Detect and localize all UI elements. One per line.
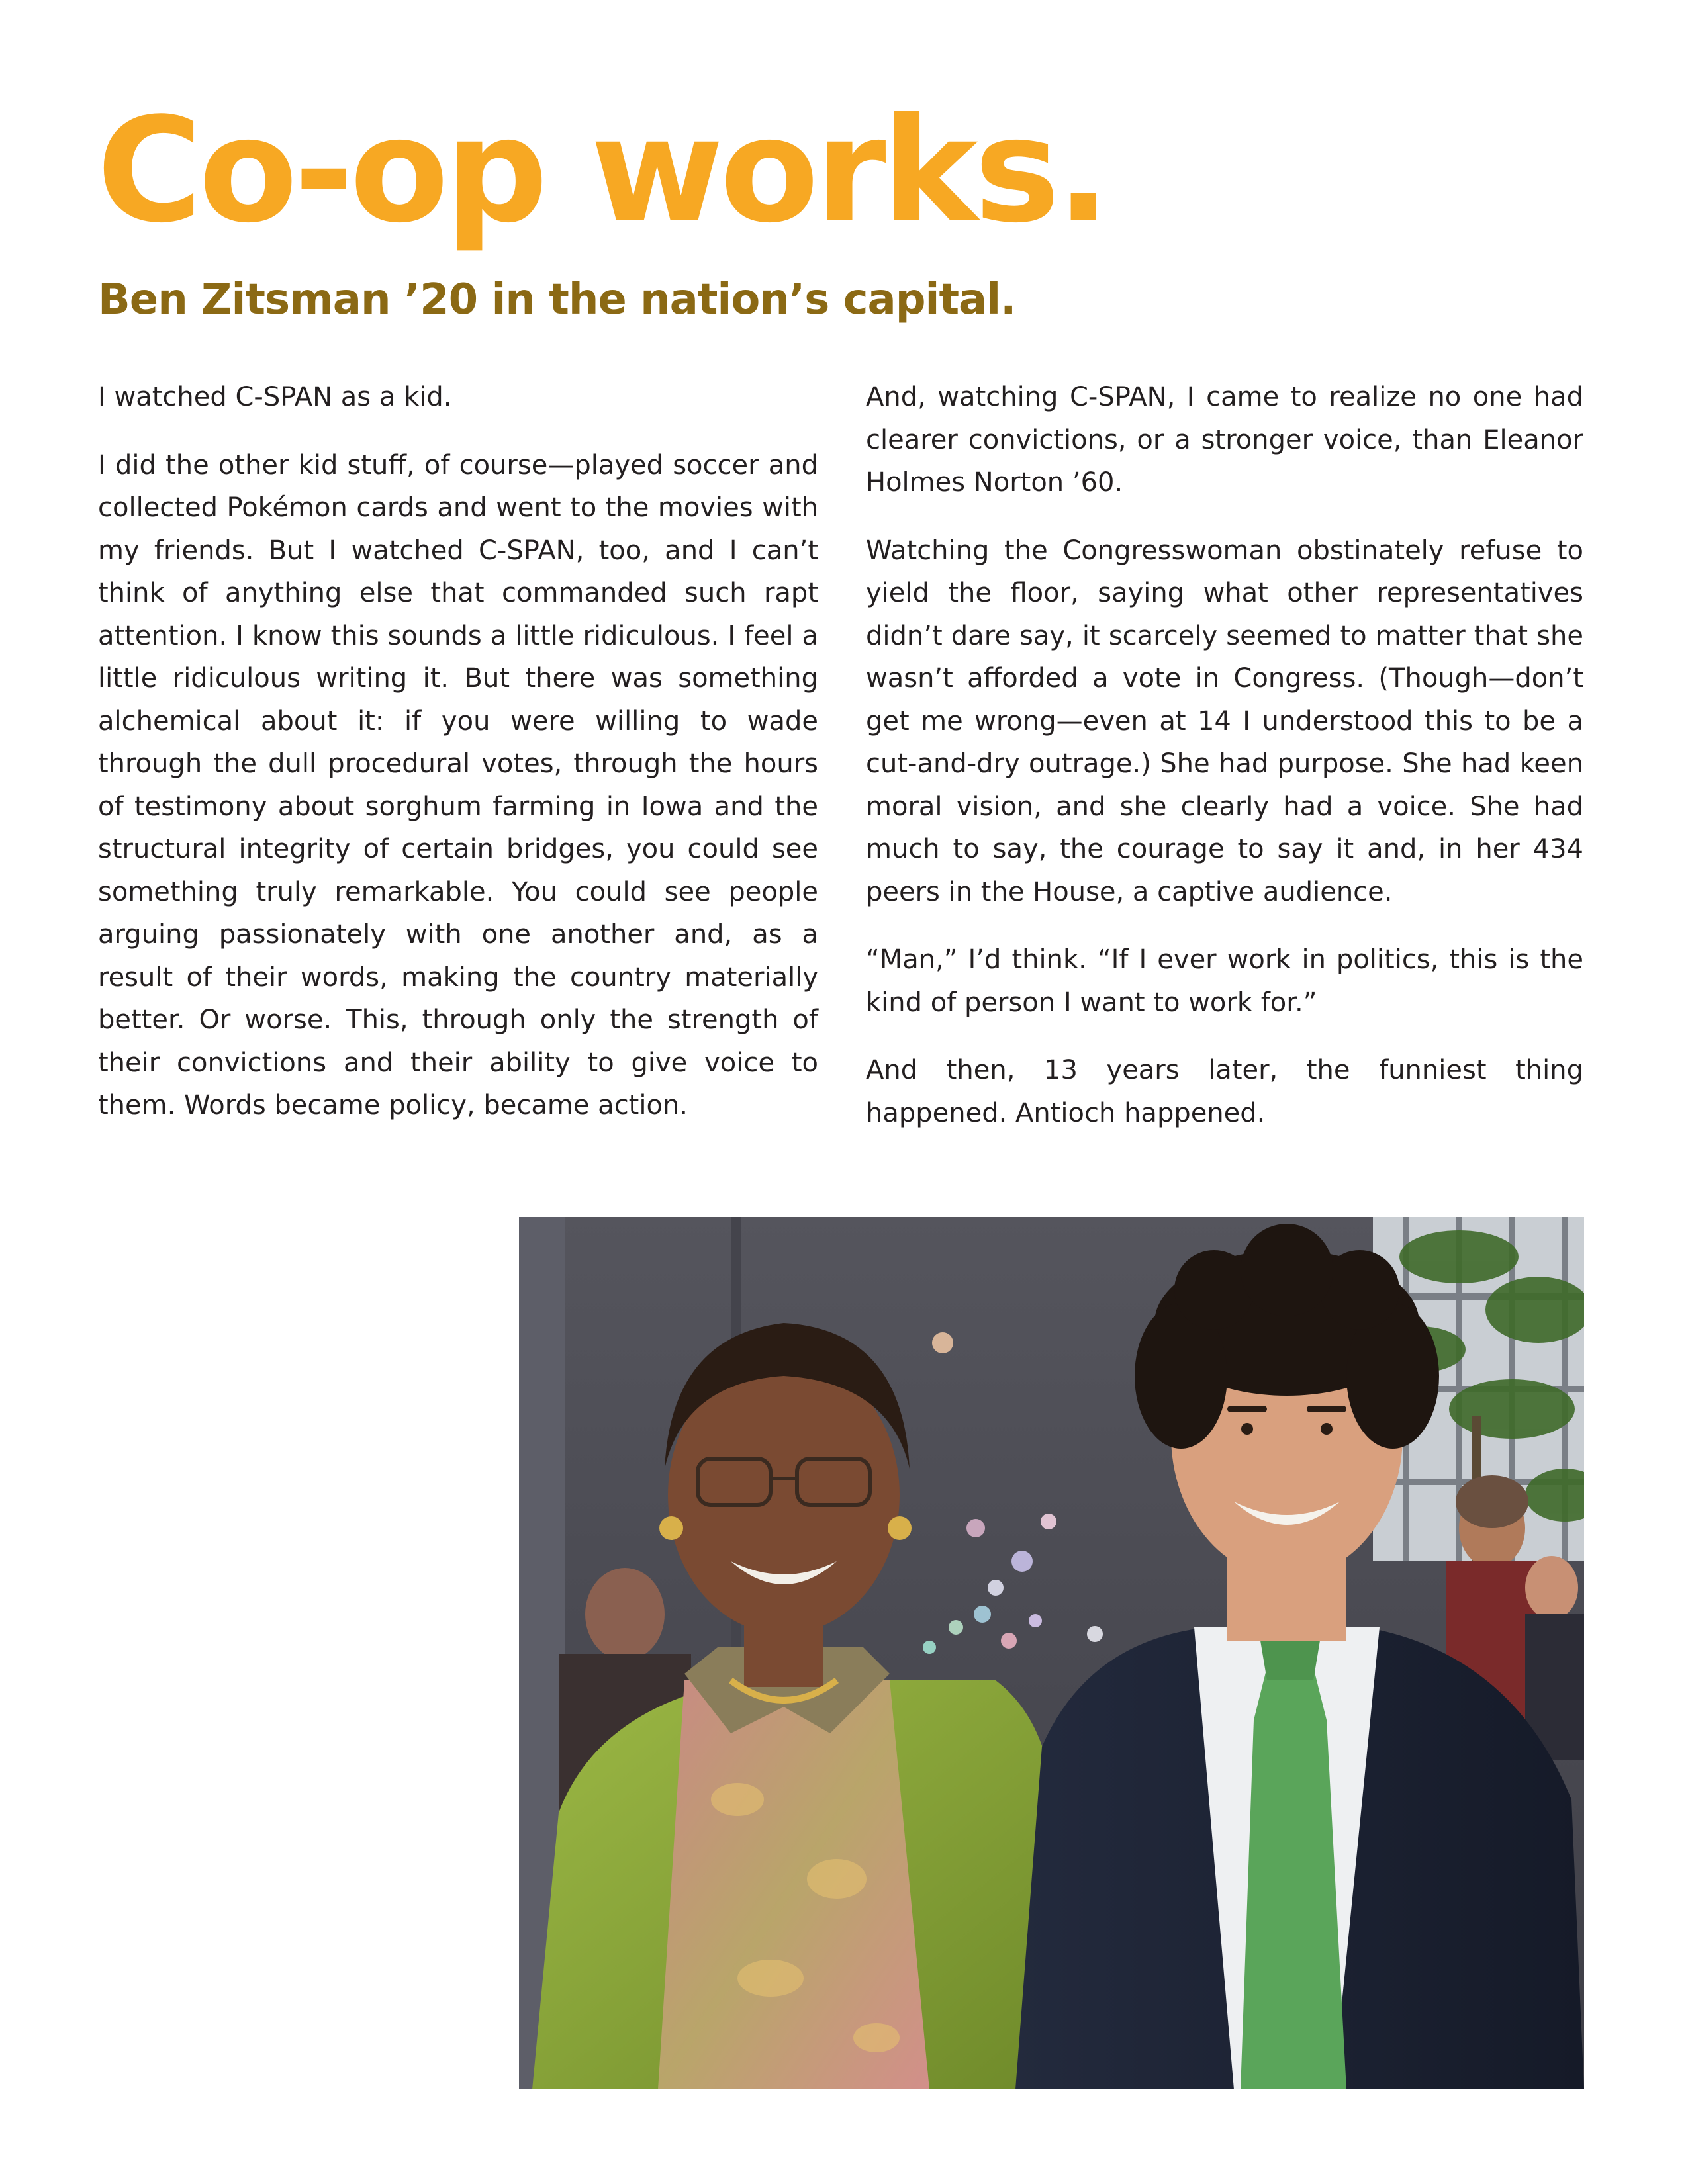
photo-illustration: [519, 1217, 1584, 2089]
article-subtitle: Ben Zitsman ’20 in the nation’s capital.: [98, 275, 1016, 324]
body-paragraph: And then, 13 years later, the funniest thing happened. Antioch happened.: [866, 1055, 1583, 1128]
article-left-column: [98, 376, 818, 1152]
article-title: Co-op works.: [97, 87, 1107, 255]
article-right-column: [866, 376, 1583, 1160]
body-paragraph: I watched C-SPAN as a kid.: [98, 382, 452, 412]
body-paragraph: And, watching C-SPAN, I came to realize no one had clearer convictions, or a stronger voice, than Eleanor Holmes Norton ’60.: [866, 382, 1583, 498]
body-paragraph: I did the other kid stuff, of course—played soccer and collected Pokémon cards and went to the movies with my friends. But I watched C-SPAN, too, and I can’t think of anything else that commanded such rapt attention. I know this sounds a little ridiculous. I feel a little ridiculous writing it. But there was something alchemical about it: if you were willing to wade through the dull procedural votes, through the hours of testimony about sorghum farming in Iowa and the structural integrity of certain bridges, you could see something truly remarkable. You could see people arguing passionately with one another and, as a result of their words, making the country materially better. Or worse. This, through only the strength of their convictions and their ability to give voice to them. Words became policy, became action.: [98, 449, 818, 1120]
body-paragraph: Watching the Congresswoman obstinately refuse to yield the floor, saying what other representatives didn’t dare say, it scarcely seemed to matter that she wasn’t afforded a vote in Congress. (Though—don’t get me wrong—even at 14 I understood this to be a cut-and-dry outrage.) She had purpose. She had keen moral vision, and she clearly had a voice. She had much to say, the courage to say it and, in her 434 peers in the House, a captive audience.: [866, 535, 1583, 907]
body-paragraph: “Man,” I’d think. “If I ever work in politics, this is the kind of person I want to work for.”: [866, 944, 1583, 1018]
photo-norton-and-zitsman: [519, 1217, 1584, 2089]
